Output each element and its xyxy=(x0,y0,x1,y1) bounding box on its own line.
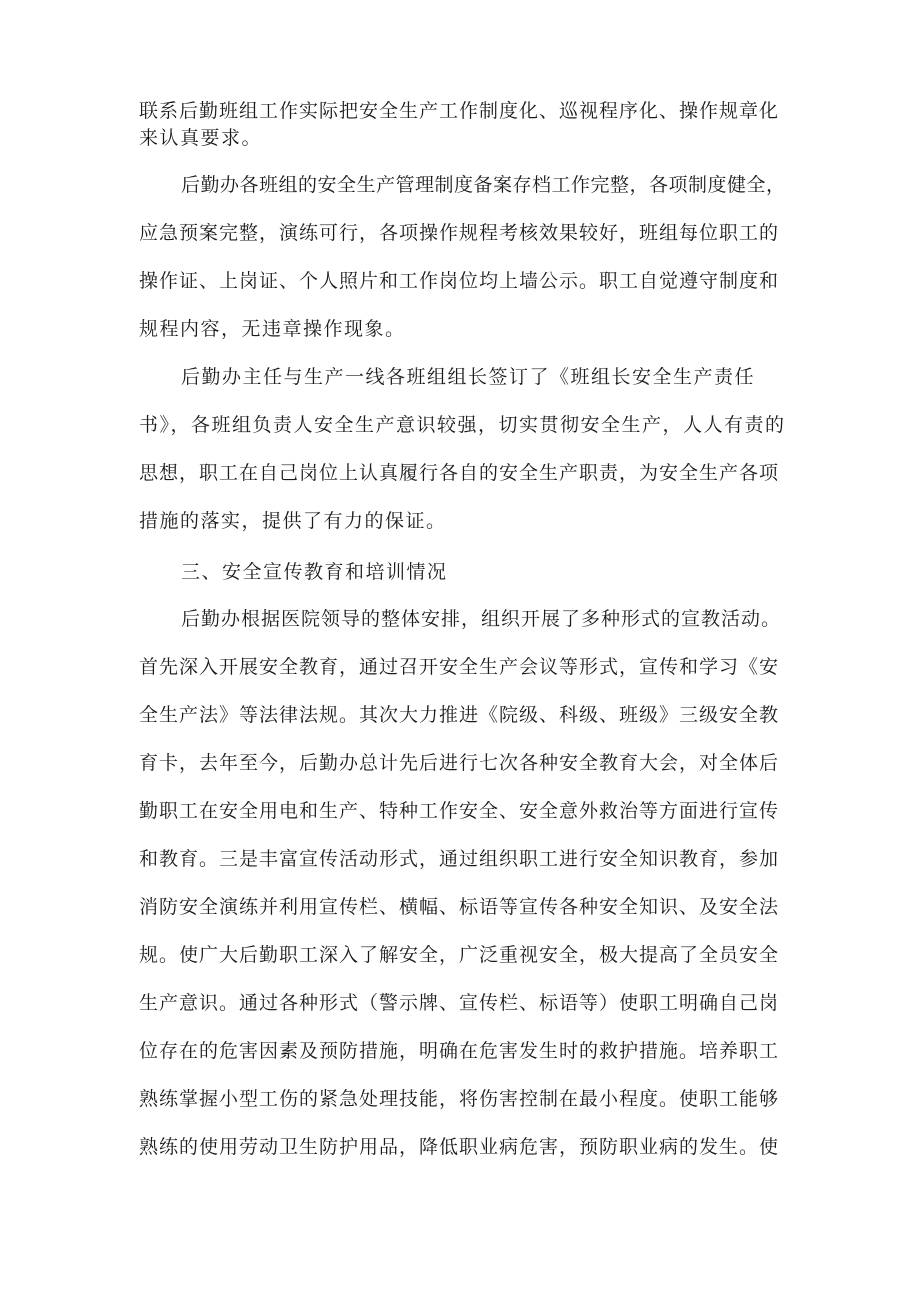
para3-line-2: 首先深入开展安全教育，通过召开安全生产会议等形式，宣传和学习《安 xyxy=(139,656,780,678)
para2-line-2: 书》，各班组负责人安全生产意识较强，切实贯彻安全生产，人人有责的 xyxy=(139,414,786,436)
para3-line-7: 消防安全演练并利用宣传栏、横幅、标语等宣传各种安全知识、及安全法 xyxy=(139,896,780,918)
para3-line-11: 熟练掌握小型工伤的紧急处理技能，将伤害控制在最小程度。使职工能够 xyxy=(139,1088,780,1110)
intro-line-2: 来认真要求。 xyxy=(139,127,263,149)
para2-line-3: 思想，职工在自己岗位上认真履行各自的安全生产职责，为安全生产各项 xyxy=(139,462,780,484)
para3-line-3: 全生产法》等法律法规。其次大力推进《院级、科级、班级》三级安全教 xyxy=(139,704,780,726)
intro-line-1: 联系后勤班组工作实际把安全生产工作制度化、巡视程序化、操作规章化 xyxy=(139,100,780,122)
para2-line-1: 后勤办主任与生产一线各班组组长签订了《班组长安全生产责任 xyxy=(181,366,756,388)
para3-line-9: 生产意识。通过各种形式（警示牌、宣传栏、标语等）使职工明确自己岗 xyxy=(139,992,780,1014)
para1-line-1: 后勤办各班组的安全生产管理制度备案存档工作完整，各项制度健全， xyxy=(181,174,786,196)
para1-line-2: 应急预案完整，演练可行，各项操作规程考核效果较好，班组每位职工的 xyxy=(139,222,780,244)
para3-line-6: 和教育。三是丰富宣传活动形式，通过组织职工进行安全知识教育，参加 xyxy=(139,848,780,870)
para2-line-4: 措施的落实，提供了有力的保证。 xyxy=(139,510,447,532)
para3-line-10: 位存在的危害因素及预防措施，明确在危害发生时的救护措施。培养职工 xyxy=(139,1040,780,1062)
para1-line-3: 操作证、上岗证、个人照片和工作岗位均上墙公示。职工自觉遵守制度和 xyxy=(139,270,780,292)
para3-line-8: 规。使广大后勤职工深入了解安全，广泛重视安全，极大提高了全员安全 xyxy=(139,944,780,966)
para3-line-1: 后勤办根据医院领导的整体安排，组织开展了多种形式的宣教活动。 xyxy=(181,608,782,630)
para3-line-5: 勤职工在安全用电和生产、特种工作安全、安全意外救治等方面进行宣传 xyxy=(139,800,780,822)
section-heading: 三、安全宣传教育和培训情况 xyxy=(181,561,448,583)
para1-line-4: 规程内容，无违章操作现象。 xyxy=(139,318,406,340)
para3-line-4: 育卡，去年至今，后勤办总计先后进行七次各种安全教育大会，对全体后 xyxy=(139,752,780,774)
para3-line-12: 熟练的使用劳动卫生防护用品，降低职业病危害，预防职业病的发生。使 xyxy=(139,1136,780,1158)
